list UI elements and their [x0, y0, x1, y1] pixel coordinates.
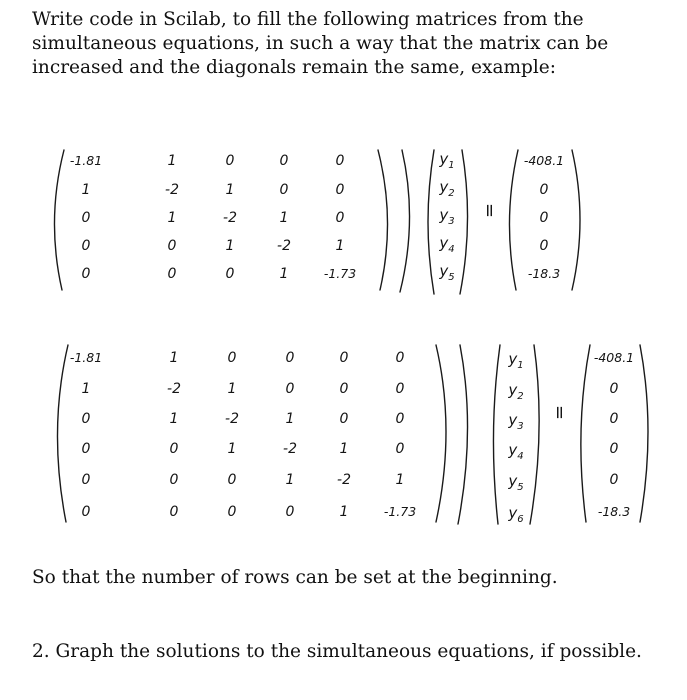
- matrix-cell: 0: [169, 472, 179, 488]
- unknown-entry: $y_2$: [508, 381, 524, 402]
- outer-right-paren: [458, 345, 468, 524]
- matrix-cell: 1: [81, 182, 91, 198]
- matrix-cell: 1: [285, 472, 295, 488]
- equals-sign: =: [479, 202, 501, 219]
- matrix-cell: 1: [225, 182, 235, 198]
- vector-left-paren: [493, 345, 500, 524]
- matrix-cell: 1: [227, 381, 237, 397]
- rhs-entry: 0: [539, 238, 549, 254]
- matrix-cell: -2: [277, 238, 291, 254]
- unknown-entry: $y_4$: [439, 234, 455, 255]
- unknown-entry: $y_5$: [508, 472, 524, 493]
- rhs-entry: 0: [539, 182, 549, 198]
- matrix-cell: 0: [225, 153, 235, 169]
- matrix-cell: 0: [227, 472, 237, 488]
- equals-sign: =: [549, 404, 571, 421]
- matrix-cell: 0: [335, 182, 345, 198]
- matrix-left-paren: [57, 345, 68, 522]
- matrix-cell: 0: [167, 238, 177, 254]
- matrix-cell: 1: [167, 210, 177, 226]
- rhs-entry: -408.1: [593, 350, 635, 365]
- unknown-entry: $y_1$: [439, 150, 455, 171]
- matrix-cell: 1: [395, 472, 405, 488]
- rhs-left-paren: [581, 345, 590, 522]
- matrix-cell: -2: [337, 472, 351, 488]
- matrix-cell: 1: [169, 350, 179, 366]
- rhs-entry: -408.1: [523, 153, 565, 168]
- matrix-cell: 1: [339, 504, 349, 520]
- vector-right-paren: [530, 345, 539, 524]
- matrix-right-paren: [436, 345, 446, 522]
- matrix-cell: 1: [279, 210, 289, 226]
- matrix-cell: -2: [283, 441, 297, 457]
- matrix-cell: 1: [225, 238, 235, 254]
- matrix-cell: 1: [169, 411, 179, 427]
- matrix-cell: 0: [285, 381, 295, 397]
- unknown-entry: $y_1$: [508, 350, 524, 371]
- matrix-cell: 0: [395, 350, 405, 366]
- rhs-entry: 0: [539, 210, 549, 226]
- matrix-cell: 0: [227, 350, 237, 366]
- matrix-cell: 0: [395, 441, 405, 457]
- matrix-cell: 0: [335, 210, 345, 226]
- matrix-cell: 0: [81, 266, 91, 282]
- matrix-cell: 0: [339, 381, 349, 397]
- matrix-cell: -1.81: [69, 350, 103, 365]
- unknown-entry: $y_3$: [439, 206, 455, 227]
- rhs-entry: -18.3: [527, 266, 561, 281]
- matrix-cell: 0: [169, 504, 179, 520]
- unknown-entry: $y_6$: [508, 504, 524, 525]
- matrix-cell: 0: [225, 266, 235, 282]
- matrix-cell: 0: [227, 504, 237, 520]
- unknown-entry: $y_3$: [508, 411, 524, 432]
- rhs-entry: 0: [609, 441, 619, 457]
- unknown-entry: $y_4$: [508, 441, 524, 462]
- matrix-cell: 1: [167, 153, 177, 169]
- matrix-cell: 0: [285, 504, 295, 520]
- rhs-entry: -18.3: [597, 504, 631, 519]
- rows-note: So that the number of rows can be set at the beginning.: [32, 567, 558, 588]
- matrix-cell: 0: [339, 350, 349, 366]
- rhs-entry: 0: [609, 411, 619, 427]
- matrix-cell: 0: [81, 504, 91, 520]
- matrix-cell: 0: [279, 182, 289, 198]
- matrix-cell: -2: [225, 411, 239, 427]
- rhs-right-paren: [640, 345, 648, 522]
- matrix-cell: 0: [279, 153, 289, 169]
- matrix-cell: 0: [395, 381, 405, 397]
- rhs-entry: 0: [609, 381, 619, 397]
- matrix-cell: 0: [169, 441, 179, 457]
- matrix-cell: -1.81: [69, 153, 103, 168]
- matrix-cell: -2: [167, 381, 181, 397]
- matrix-cell: 1: [227, 441, 237, 457]
- matrix-cell: 0: [339, 411, 349, 427]
- matrix-cell: 0: [167, 266, 177, 282]
- matrix-cell: 0: [81, 441, 91, 457]
- matrix-cell: -1.73: [323, 266, 357, 281]
- matrix-cell: 1: [279, 266, 289, 282]
- unknown-entry: $y_2$: [439, 178, 455, 199]
- question-intro: Write code in Scilab, to fill the following matrices from the simultaneous equations, in such a way that the matrix can be increased and the diagonals remain the same, example:: [32, 9, 609, 78]
- task-2: 2. Graph the solutions to the simultaneous equations, if possible.: [32, 641, 642, 662]
- unknown-entry: $y_5$: [439, 262, 455, 283]
- matrix-cell: 0: [81, 472, 91, 488]
- matrix-cell: 0: [285, 350, 295, 366]
- matrix-cell: -2: [223, 210, 237, 226]
- matrix-cell: 1: [285, 411, 295, 427]
- matrix-cell: 0: [81, 411, 91, 427]
- matrix-cell: 1: [335, 238, 345, 254]
- matrix-cell: 0: [395, 411, 405, 427]
- matrix-cell: 1: [81, 381, 91, 397]
- matrix-cell: -1.73: [383, 504, 417, 519]
- matrix-cell: -2: [165, 182, 179, 198]
- matrix-cell: 0: [335, 153, 345, 169]
- matrix-cell: 0: [81, 238, 91, 254]
- rhs-entry: 0: [609, 472, 619, 488]
- matrix-cell: 0: [81, 210, 91, 226]
- matrix-cell: 1: [339, 441, 349, 457]
